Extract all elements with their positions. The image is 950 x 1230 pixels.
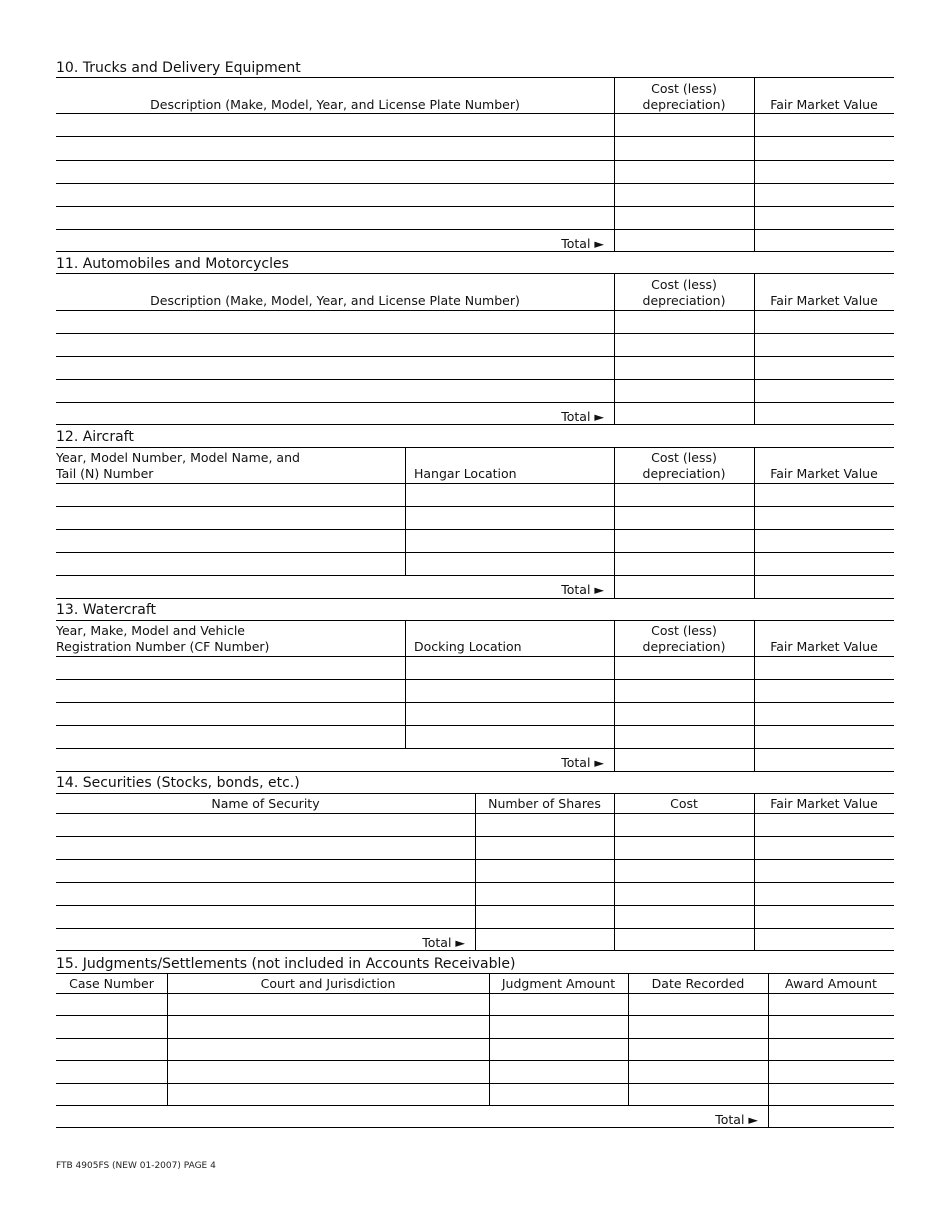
col-header-fair-market-value: Fair Market Value (770, 293, 878, 308)
col-divider (754, 793, 755, 950)
col-header-date-recorded: Date Recorded (651, 976, 745, 991)
col-divider (405, 447, 406, 575)
total-label: Total ► (561, 755, 604, 770)
rule (56, 620, 894, 621)
col-divider (489, 973, 490, 1105)
col-header-cost: Cost (less) depreciation) (642, 623, 726, 654)
description-cell[interactable] (56, 114, 614, 136)
rule (56, 379, 894, 380)
total-cost-cell[interactable] (615, 929, 754, 950)
section-14-title: 14. Securities (Stocks, bonds, etc.) (56, 775, 300, 791)
rule (56, 771, 894, 772)
rule (56, 483, 894, 484)
section-11-title: 11. Automobiles and Motorcycles (56, 256, 289, 272)
col-header-case-number: Case Number (69, 976, 154, 991)
col-header-cost: Cost (less) depreciation) (642, 81, 726, 112)
rule (56, 356, 894, 357)
total-label: Total ► (422, 935, 465, 950)
rule (56, 77, 894, 78)
section-13-title: 13. Watercraft (56, 602, 156, 618)
col-divider (475, 793, 476, 950)
col-header-cost: Cost (670, 796, 698, 811)
total-label: Total ► (561, 582, 604, 597)
total-fair-market-value-cell[interactable] (755, 403, 894, 424)
rule (56, 183, 894, 184)
rule (56, 552, 894, 553)
total-shares-cell[interactable] (476, 929, 614, 950)
col-header-name-of-security: Name of Security (211, 796, 320, 811)
rule (56, 136, 894, 137)
form-footer: FTB 4905FS (NEW 01-2007) PAGE 4 (56, 1161, 216, 1171)
col-header-year-model: Year, Model Number, Model Name, and Tail (N) Number (56, 450, 300, 481)
total-fair-market-value-cell[interactable] (755, 929, 894, 950)
col-header-judgment-amount: Judgment Amount (501, 976, 616, 991)
section-10-title: 10. Trucks and Delivery Equipment (56, 60, 301, 76)
col-header-fair-market-value: Fair Market Value (770, 97, 878, 112)
col-header-fair-market-value: Fair Market Value (770, 796, 878, 811)
col-header-year-make-model: Year, Make, Model and Vehicle Registration Number (CF Number) (56, 623, 270, 654)
col-header-number-of-shares: Number of Shares (488, 796, 601, 811)
col-header-description: Description (Make, Model, Year, and License Plate Number) (150, 293, 520, 308)
rule (56, 447, 894, 448)
col-divider (167, 973, 168, 1105)
rule (56, 679, 894, 680)
section-15-title: 15. Judgments/Settlements (not included in Accounts Receivable) (56, 956, 516, 972)
col-header-cost: Cost (less) depreciation) (642, 450, 726, 481)
total-label: Total ► (561, 236, 604, 251)
total-fair-market-value-cell[interactable] (755, 749, 894, 771)
rule (56, 206, 894, 207)
section-12-title: 12. Aircraft (56, 429, 134, 445)
col-header-court-and-jurisdiction: Court and Jurisdiction (260, 976, 396, 991)
col-header-docking-location: Docking Location (414, 639, 522, 654)
rule (56, 702, 894, 703)
col-header-cost: Cost (less) depreciation) (642, 277, 726, 308)
total-cost-cell[interactable] (615, 230, 754, 251)
rule (56, 656, 894, 657)
total-cost-cell[interactable] (615, 576, 754, 598)
rule (56, 725, 894, 726)
total-cost-cell[interactable] (615, 403, 754, 424)
rule (56, 160, 894, 161)
rule (56, 310, 894, 311)
rule (56, 506, 894, 507)
col-header-description: Description (Make, Model, Year, and License Plate Number) (150, 97, 520, 112)
col-header-hangar-location: Hangar Location (414, 466, 517, 481)
total-cost-cell[interactable] (615, 749, 754, 771)
col-divider (628, 973, 629, 1105)
total-fair-market-value-cell[interactable] (755, 230, 894, 251)
rule (56, 598, 894, 599)
total-fair-market-value-cell[interactable] (755, 576, 894, 598)
col-divider (405, 620, 406, 748)
total-label: Total ► (715, 1112, 758, 1127)
rule (56, 273, 894, 274)
rule (56, 529, 894, 530)
col-header-fair-market-value: Fair Market Value (770, 639, 878, 654)
rule (56, 333, 894, 334)
col-header-fair-market-value: Fair Market Value (770, 466, 878, 481)
total-label: Total ► (561, 409, 604, 424)
col-divider (614, 793, 615, 950)
col-divider (768, 973, 769, 1127)
total-award-amount-cell[interactable] (769, 1106, 894, 1127)
col-header-award-amount: Award Amount (785, 976, 877, 991)
